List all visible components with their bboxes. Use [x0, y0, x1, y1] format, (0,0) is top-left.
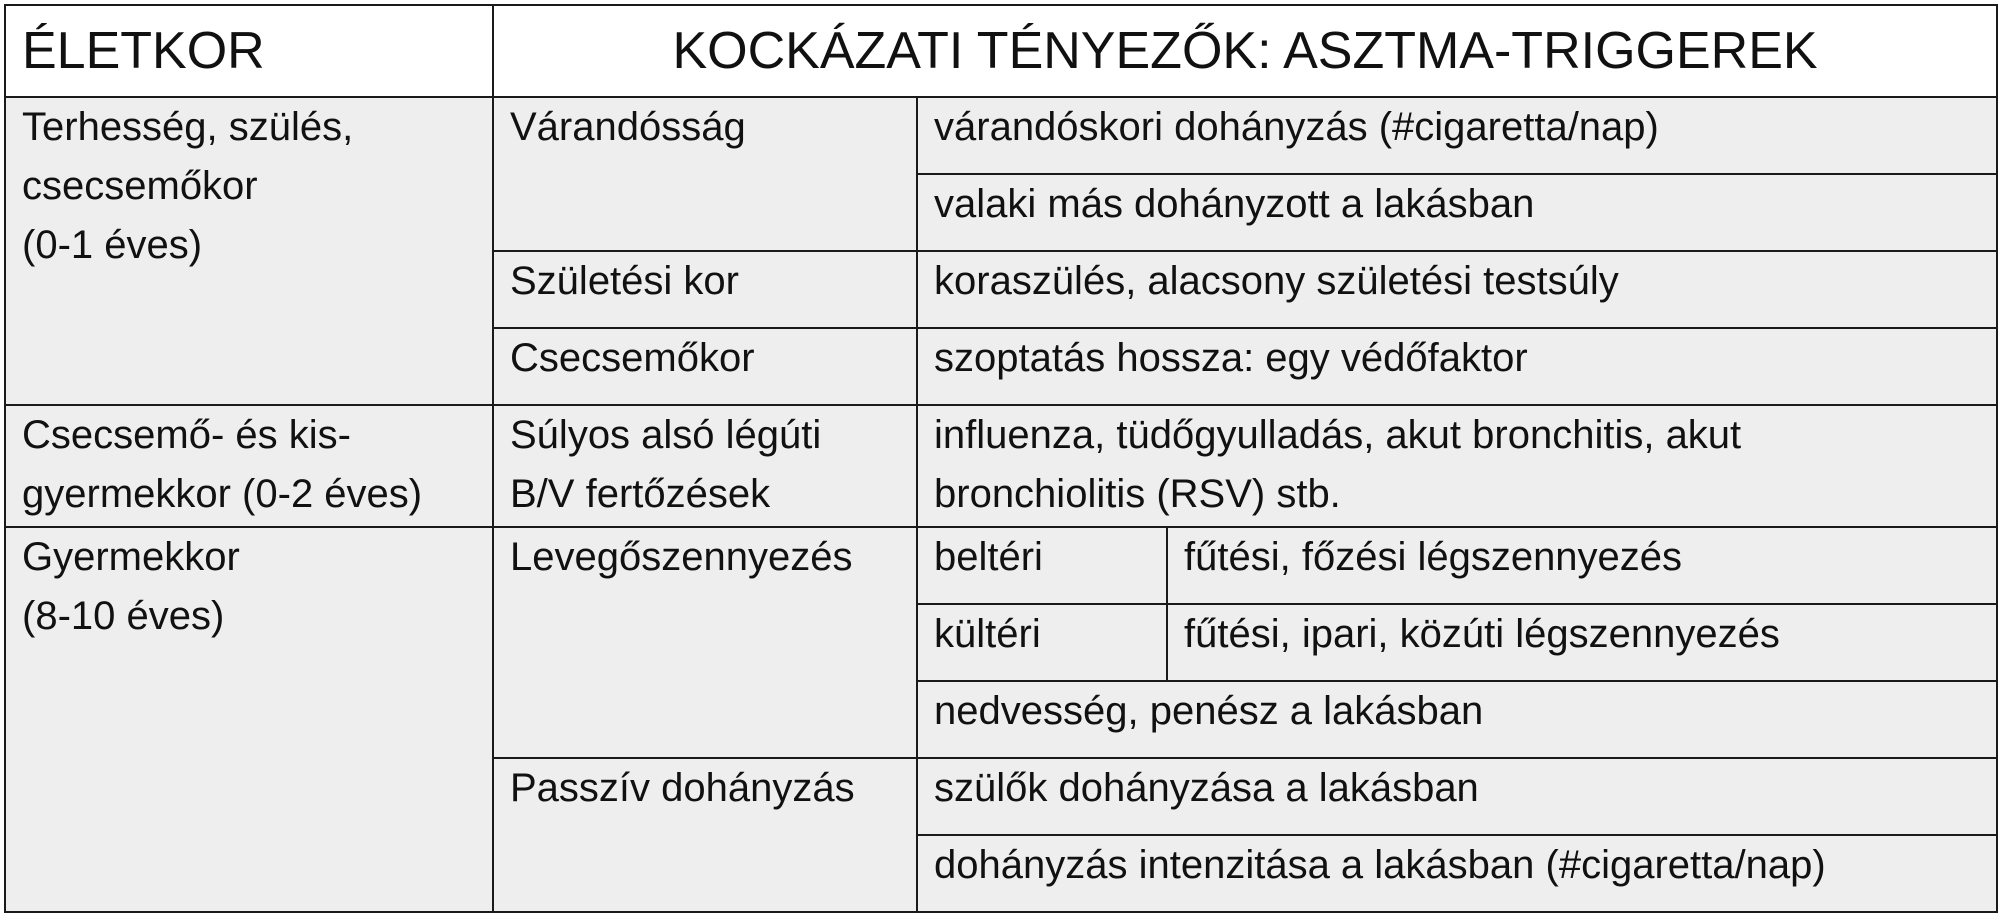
table-header-row	[5, 5, 1997, 97]
factor-cell: szülők dohányzása a lakásban	[917, 758, 1997, 835]
factor-cell: szoptatás hossza: egy védőfaktor	[917, 328, 1997, 405]
category-line: B/V fertőzések	[510, 472, 771, 516]
age-line: Gyermekkor	[22, 535, 240, 579]
header-age: ÉLETKOR	[5, 5, 493, 97]
factor-cell: fűtési, ipari, közúti légszennyezés	[1167, 604, 1997, 681]
factor-cell: nedvesség, penész a lakásban	[917, 681, 1997, 758]
age-cell	[5, 405, 493, 527]
age-line: Terhesség, szülés,	[22, 105, 354, 149]
sub-label-cell: beltéri	[917, 527, 1167, 604]
table-row	[5, 527, 1997, 604]
factor-cell: várandóskori dohányzás (#cigaretta/nap)	[917, 97, 1997, 174]
table-row	[5, 97, 1997, 174]
age-line: (0-1 éves)	[22, 223, 203, 267]
category-cell: Levegőszennyezés	[493, 527, 917, 758]
age-cell	[5, 527, 493, 912]
factor-line: influenza, tüdőgyulladás, akut bronchitis, akut	[934, 413, 1742, 457]
category-cell: Csecsemőkor	[493, 328, 917, 405]
category-cell	[493, 405, 917, 527]
category-cell: Passzív dohányzás	[493, 758, 917, 912]
category-line: Súlyos alsó légúti	[510, 413, 822, 457]
header-risk-factors: KOCKÁZATI TÉNYEZŐK: ASZTMA-TRIGGEREK	[493, 5, 1997, 97]
age-line: csecsemőkor	[22, 164, 258, 208]
factor-line: bronchiolitis (RSV) stb.	[934, 472, 1341, 516]
category-cell: Születési kor	[493, 251, 917, 328]
table-row	[5, 405, 1997, 527]
factor-cell: dohányzás intenzitása a lakásban (#cigaretta/nap)	[917, 835, 1997, 912]
factor-cell	[917, 405, 1997, 527]
sub-label-cell: kültéri	[917, 604, 1167, 681]
category-cell: Várandósság	[493, 97, 917, 251]
age-line: (8-10 éves)	[22, 594, 225, 638]
factor-cell: fűtési, főzési légszennyezés	[1167, 527, 1997, 604]
risk-factor-table	[4, 4, 1998, 913]
age-line: Csecsemő- és kis-	[22, 413, 351, 457]
factor-cell: koraszülés, alacsony születési testsúly	[917, 251, 1997, 328]
age-cell	[5, 97, 493, 405]
age-line: gyermekkor (0-2 éves)	[22, 472, 423, 516]
factor-cell: valaki más dohányzott a lakásban	[917, 174, 1997, 251]
